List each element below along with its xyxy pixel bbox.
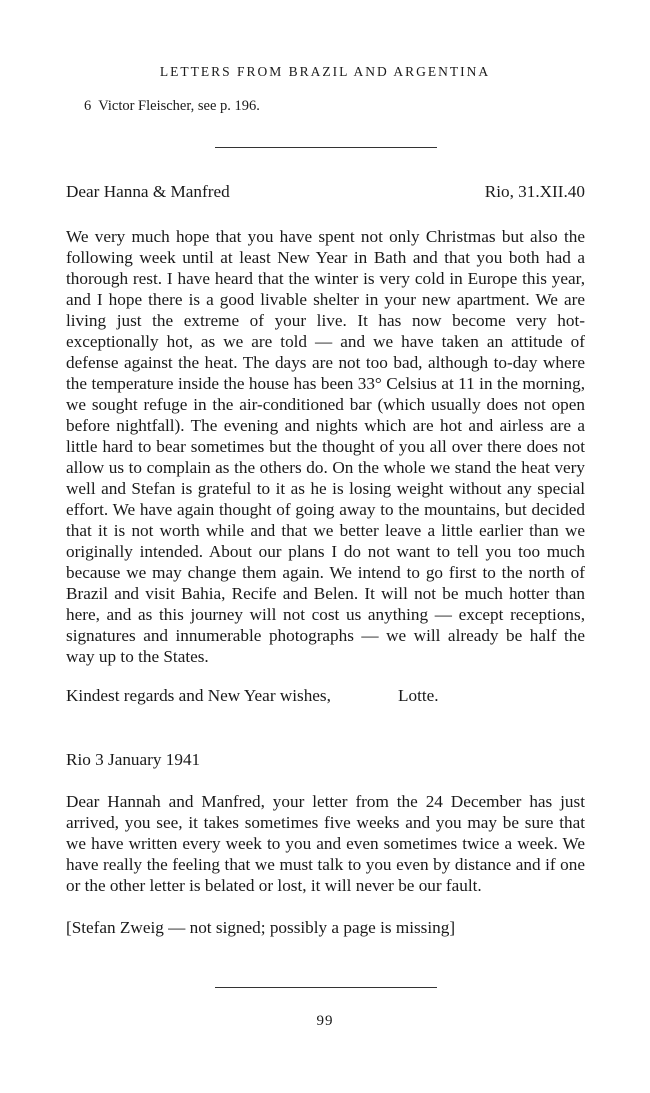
letter1-salutation: Dear Hanna & Manfred bbox=[66, 182, 230, 201]
editorial-note: [Stefan Zweig — not signed; possibly a page is missing] bbox=[66, 918, 456, 937]
letter1-header bbox=[66, 181, 585, 202]
letter2-place-date: Rio 3 January 1941 bbox=[66, 750, 201, 769]
letter2-body: Dear Hannah and Manfred, your letter from the 24 December has just arrived, you see, it takes sometimes five weeks and you may be sure that we have written every week to you and even sometimes twice a week. We have really the feeling that we must talk to you even by distance and if one or the other letter is belated or lost, it will never be our fault. bbox=[66, 792, 585, 895]
running-head: LETTERS FROM BRAZIL AND ARGENTINA bbox=[159, 64, 491, 79]
footnote-text: Victor Fleischer, see p. 196. bbox=[98, 98, 260, 114]
section-divider-bottom bbox=[215, 987, 437, 988]
page-number: 99 bbox=[316, 1013, 334, 1029]
letter1-closing: Kindest regards and New Year wishes, bbox=[66, 686, 331, 705]
footnote bbox=[84, 98, 260, 115]
footnote-number: 6 bbox=[84, 98, 92, 114]
letter1-closing-row bbox=[66, 685, 585, 706]
letter1-signature: Lotte. bbox=[398, 686, 439, 705]
letter1-body: We very much hope that you have spent not only Christmas but also the following week until at least New Year in Bath and that you both had a thorough rest. I have heard that the winter is very cold in Europe this year, and I hope there is a good livable shelter in your new apartment. We are living just the extreme of your live. It has now become very hot- exceptionally hot, as we are told — and we have taken an attitude of defense against the heat. The days are not too bad, although to-day where the temperature inside the house has been 33° Celsius at 11 in the morning, we sought refuge in the air-conditioned bar (which usually does not open before nightfall). The evening and nights which are hot and airless are a little hard to bear sometimes but the thought of you all over there does not allow us to complain as the others do. On the whole we stand the heat very well and Stefan is grateful to it as he is losing weight without any special effort. We have again thought of going away to the mountains, but decided that it is not worth while and that we better leave a little earlier than we originally intended. About our plans I do not want to tell you too much because we may change them again. We intend to go first to the north of Brazil and visit Bahia, Recife and Belen. It will not be much hotter than here, and as this journey will not cost us anything — except receptions, signatures and innumerable photographs — we will already be half the way up to the States. bbox=[66, 227, 585, 666]
section-divider-top bbox=[215, 147, 437, 148]
letter1-place-date: Rio, 31.XII.40 bbox=[484, 182, 585, 201]
